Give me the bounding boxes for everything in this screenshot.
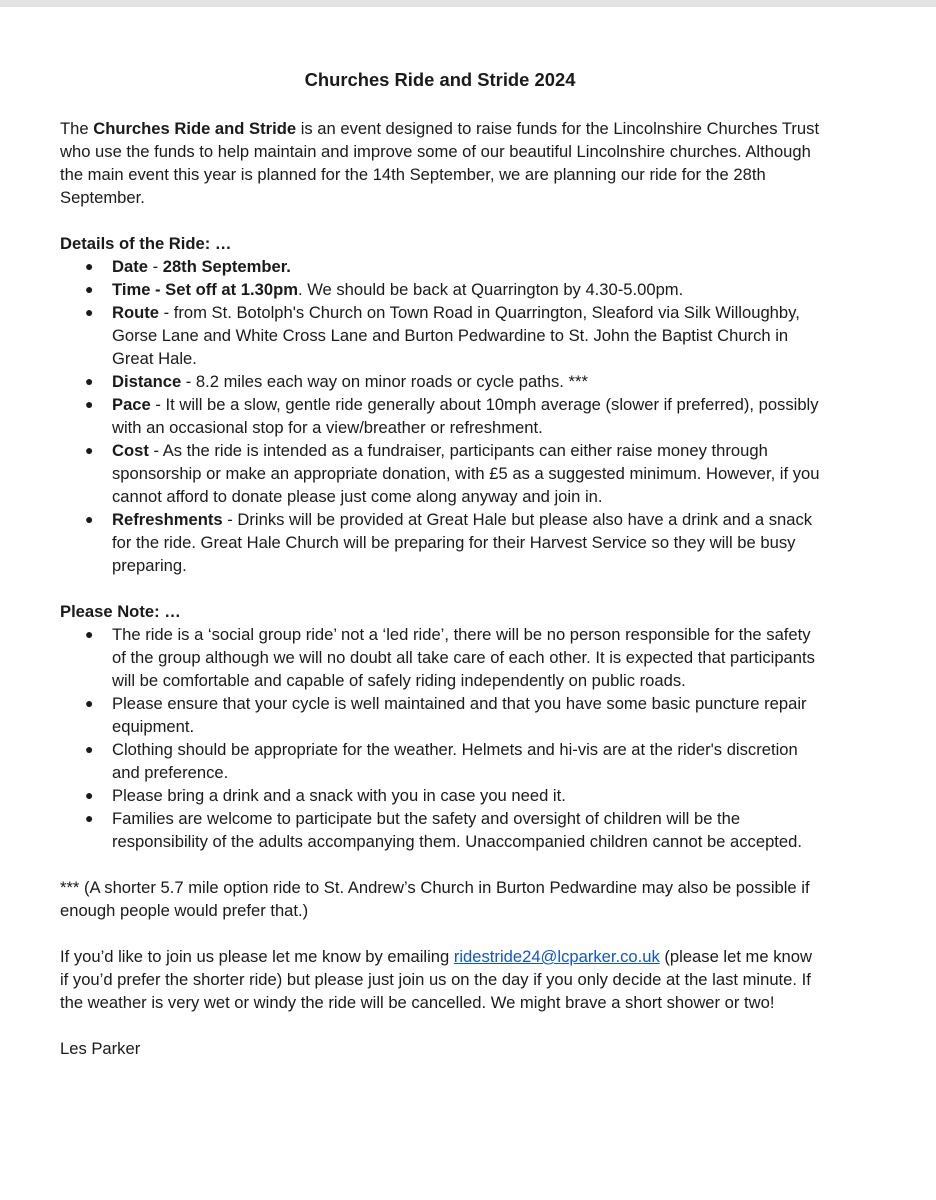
details-heading: Details of the Ride: …: [60, 234, 232, 253]
email-link[interactable]: ridestride24@lcparker.co.uk: [453, 947, 660, 966]
intro-pre: The: [60, 119, 94, 138]
detail-item-date: ● Date - 28th September.: [85, 257, 291, 276]
note-item: ● Please bring a drink and a snack with you in case you need it.: [85, 786, 566, 805]
detail-item-time: ● Time - Set off at 1.30pm. We should be back at Quarrington by 4.30-5.00pm.: [85, 280, 684, 299]
document-title: Churches Ride and Stride 2024: [304, 69, 576, 90]
spacer: [60, 922, 820, 945]
bullet-icon: ●: [85, 787, 94, 803]
note-item: ● Clothing should be appropriate for the weather. Helmets and hi-vis are at the rider's discretion and preference.: [85, 740, 798, 782]
bullet-icon: ●: [85, 281, 94, 297]
detail-item-pace: ● Pace - It will be a slow, gentle ride generally about 10mph average (slower if preferred), possibly with an occasional stop for a view/breather or refreshment.: [85, 395, 819, 437]
intro-post: is an event designed to raise funds for the Lincolnshire Churches Trust who use the funds to help maintain and improve some of our beautiful Lincolnshire churches. Although the main event this year is planned for the 14th September, we are planning our ride for the 28th September.: [60, 119, 820, 207]
bullet-icon: ●: [85, 695, 94, 711]
spacer: [60, 577, 820, 600]
spacer: [60, 1014, 820, 1037]
bullet-icon: ●: [85, 741, 94, 757]
bullet-icon: ●: [85, 396, 94, 412]
detail-item-cost: ● Cost - As the ride is intended as a fundraiser, participants can either raise money through sponsorship or make an appropriate donation, with £5 as a suggested minimum. However, if you cannot afford to donate please just come along anyway and join in.: [85, 441, 820, 506]
note-item: ● The ride is a ‘social group ride’ not a ‘led ride’, there will be no person responsible for the safety of the group although we will no doubt all take care of each other. It is expected that participants will be comfortable and capable of safely riding independently on public roads.: [85, 625, 815, 690]
detail-item-route: ● Route - from St. Botolph's Church on Town Road in Quarrington, Sleaford via Silk Willoughby, Gorse Lane and White Cross Lane and Burton Pedwardine to St. John the Baptist Church in Great Hale.: [85, 303, 800, 368]
signature: Les Parker: [60, 1039, 141, 1058]
bullet-icon: ●: [85, 304, 94, 320]
bullet-icon: ●: [85, 626, 94, 642]
notes-list: [60, 623, 820, 853]
spacer: [60, 853, 820, 876]
window-top-edge: [0, 0, 936, 7]
bullet-icon: ●: [85, 258, 94, 274]
intro-paragraph: [60, 117, 820, 209]
note-item: ● Please ensure that your cycle is well maintained and that you have some basic puncture repair equipment.: [85, 694, 807, 736]
details-list: [60, 255, 820, 577]
bullet-icon: ●: [85, 373, 94, 389]
note-item: ● Families are welcome to participate but the safety and oversight of children will be the responsibility of the adults accompanying them. Unaccompanied children cannot be accepted.: [85, 809, 802, 851]
intro-event-name: Churches Ride and Stride: [93, 119, 297, 138]
document-page: [60, 68, 820, 1060]
bullet-icon: ●: [85, 511, 94, 527]
join-paragraph: If you’d like to join us please let me know by emailing ridestride24@lcparker.co.uk (please let me know if you’d prefer the shorter ride) but please just join us on the day if you only decide at the last minute. If the weather is very wet or windy the ride will be cancelled. We might brave a short shower or two!: [60, 947, 812, 1012]
detail-item-distance: ● Distance - 8.2 miles each way on minor roads or cycle paths. ***: [85, 372, 588, 391]
bullet-icon: ●: [85, 810, 94, 826]
detail-item-refreshments: ● Refreshments - Drinks will be provided at Great Hale but please also have a drink and a snack for the ride. Great Hale Church will be preparing for their Harvest Service so they will be busy preparing.: [85, 510, 813, 575]
bullet-icon: ●: [85, 442, 94, 458]
footnote: *** (A shorter 5.7 mile option ride to St. Andrew’s Church in Burton Pedwardine may also be possible if enough people would prefer that.): [60, 878, 810, 920]
notes-heading: Please Note: …: [60, 602, 181, 621]
